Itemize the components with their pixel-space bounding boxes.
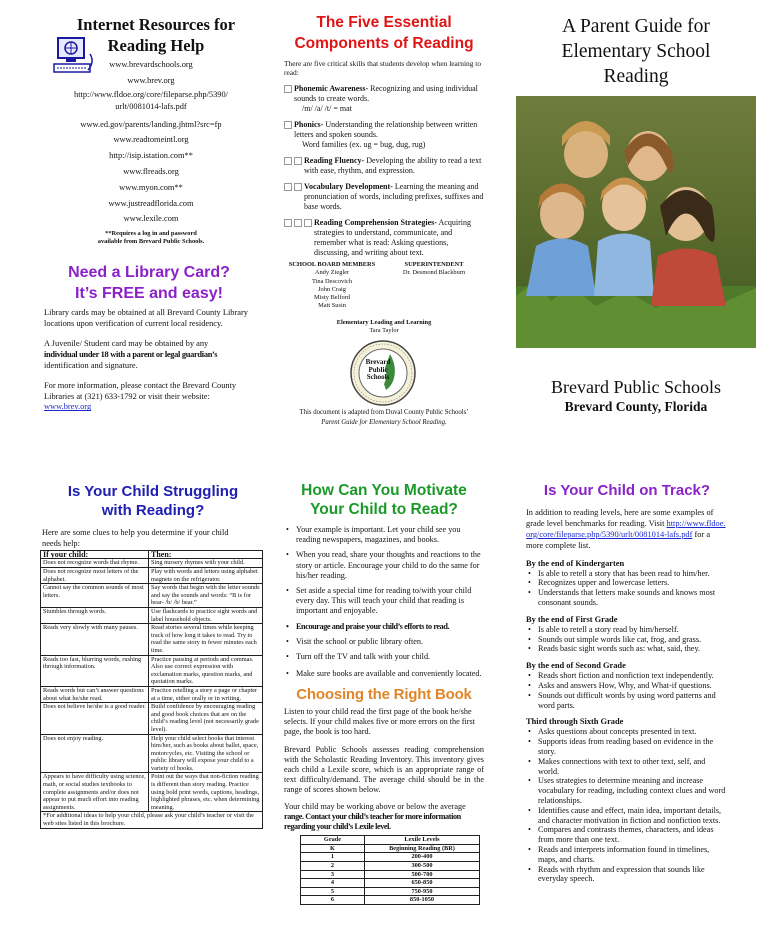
school-seal (350, 340, 416, 406)
lexile-table (300, 835, 480, 905)
checkbox-icon (284, 219, 292, 227)
table-cell: Practice retelling a story a page or chapter at a time, either orally or in writing. (149, 686, 263, 702)
choosing-p2: Brevard Public Schools assesses reading comprehension with the Scholastic Reading Inventory. This inventory gives each child a Lexile score, which is an appropriate range of text difficulty/demand. The average child should be in the range of scores shown below. (284, 744, 484, 794)
list-item: • Recognizes upper and lowercase letters. (526, 578, 728, 588)
benchmark-heading: By the end of First Grade (526, 614, 618, 624)
list-item: • Understands that letters make sounds and knows most consonant sounds. (526, 588, 728, 608)
table-row (41, 608, 263, 624)
table-cell: Appears to have difficulty using science, math, or social studies textbooks to complete assignments and/or does not appear to put much effort into reading assignments. (41, 773, 149, 812)
url-item[interactable]: http://isip.istation.com** (109, 151, 193, 161)
panel-motivate (284, 481, 484, 905)
component-item (284, 182, 484, 212)
table-row (41, 773, 263, 812)
library-p3: For more information, please contact the Brevard County Libraries at (321) 633-1792 or visit their website: www.brev.org (44, 380, 237, 412)
checkbox-icon (284, 183, 292, 191)
library-text (44, 308, 256, 413)
component-item (284, 156, 484, 176)
leading-learning: Elementary Leading and Learning Tara Taylor (336, 318, 432, 334)
url-item[interactable]: www.lexile.com (123, 214, 179, 224)
checkbox-icon (294, 157, 302, 165)
list-item: • Identifies cause and effect, main idea, important details, and character motivation in fiction and nonfiction texts. (526, 806, 728, 826)
table-cell: Point out the ways that non-fiction reading is different than story reading. Practice using bold print words, captions, headings, highlighted phrases, etc. when determining meaning. (149, 773, 263, 812)
table-cell: 650-850 (365, 879, 480, 888)
checkbox-icon (284, 85, 292, 93)
components-intro: There are five critical skills that students develop when learning to read: (284, 59, 482, 78)
checkbox-icon (304, 219, 312, 227)
table-row (41, 734, 263, 773)
struggling-intro: Here are some clues to help you determine if your child needs help: (42, 528, 229, 548)
table-row (41, 568, 263, 584)
list-item: • Reads with rhythm and expression that sounds like everyday speech. (526, 865, 728, 885)
table-cell: Build confidence by encouraging reading and good book choices that are on the child’s reading level (not necessarily grade level). (149, 703, 263, 734)
benchmark-groups (526, 559, 728, 885)
computer-icon (52, 34, 96, 78)
table-cell: 6 (301, 896, 365, 905)
table-footer: *For additional ideas to help your child, please ask your child’s teacher or visit the web sites listed in this brochure. (41, 812, 263, 828)
table-cell: 4 (301, 879, 365, 888)
table-cell: Does not recognize most letters of the alphabet. (41, 568, 149, 584)
benchmark-link[interactable]: http://www.fldoe.org/core/fileparse.php/5390/urlt/0081014-lafs.pdf (526, 518, 726, 539)
component-name: Reading Comprehension Strategies- (314, 217, 437, 227)
list-item: • Sounds out difficult words by using word patterns and word parts. (526, 691, 728, 711)
checkbox-icon (294, 219, 302, 227)
component-text: Learning the meaning and pronunciation of words, including prefixes, suffixes and base words. (304, 181, 484, 211)
component-name: Reading Fluency- (304, 155, 365, 165)
component-text: Recognizing and using individual sounds to create words. (294, 83, 478, 103)
list-item: • Reads basic sight words such as: what, said, they. (526, 644, 728, 654)
table-cell: Say words that begin with the letter sounds and say the sounds and words: “B is for bear- /b/ /b/ bear.” (149, 584, 263, 608)
checkbox-icon (284, 157, 292, 165)
list-item: • Set aside a special time for reading to/with your child every day. This will teach your child that reading is important and enjoyable. (284, 586, 484, 617)
url-item[interactable]: urlt/0081014-lafs.pdf (115, 101, 187, 111)
component-name: Phonemic Awareness- (294, 83, 369, 93)
url-list (40, 57, 262, 227)
adapted-note: This document is adapted from Duval County Public Schools’ Parent Guide for Elementary School Reading. (299, 409, 469, 426)
component-text: Understanding the relationship between written letters and spoken sounds. (294, 119, 478, 139)
table-cell: Reads very slowly with many pauses. (41, 624, 149, 655)
list-item: • Visit the school or public library often. (284, 637, 484, 647)
component-item (284, 84, 484, 114)
table-cell: 2 (301, 862, 365, 871)
table-cell: Practice pausing at periods and commas. Also use correct expression with exclamation marks, question marks, and quotation marks. (149, 655, 263, 686)
url-item[interactable]: http://www.fldoe.org/core/fileparse.php/5390/ (74, 89, 228, 99)
url-item[interactable]: www.readtomeintl.org (113, 135, 189, 145)
list-item: • Turn off the TV and talk with your child. (284, 652, 484, 662)
url-item[interactable]: www.ed.gov/parents/landing.jhtml?src=fp (80, 119, 222, 129)
benchmark-heading: By the end of Second Grade (526, 661, 626, 671)
table-cell: Does not enjoy reading. (41, 734, 149, 773)
table-header: Then: (149, 550, 263, 559)
table-cell: 300-500 (365, 862, 480, 871)
library-section (44, 262, 254, 304)
panel-internet-resources (40, 14, 262, 246)
table-row (41, 703, 263, 734)
table-cell: Reads too fast, blurring words, rushing through information. (41, 655, 149, 686)
table-cell: 3 (301, 870, 365, 879)
table-row (301, 862, 480, 871)
benchmark-heading: Third through Sixth Grade (526, 717, 624, 727)
choosing-p3: Your child may be working above or below the average range. Contact your child’s teacher for more information regarding your child’s Lexile level. (284, 801, 466, 832)
motivate-list (284, 525, 484, 680)
table-cell: K (301, 844, 365, 853)
list-item: • Asks questions about concepts presented in text. (526, 727, 728, 737)
table-cell: 1 (301, 853, 365, 862)
table-cell: 200-400 (365, 853, 480, 862)
table-header: If your child: (41, 550, 149, 559)
table-row (301, 870, 480, 879)
board-section (286, 261, 482, 335)
list-item: • Makes connections with text to other text, self, and world. (526, 757, 728, 777)
components-list (284, 84, 484, 258)
component-text: Developing the ability to read a text with ease, rhythm, and expression. (304, 155, 482, 175)
board-members: SCHOOL BOARD MEMBERS Andy Ziegler Tina Descovich John Craig Misty Belford Matt Susin (288, 261, 376, 310)
component-item (284, 120, 484, 150)
components-title: The Five Essential Components of Reading (294, 14, 474, 52)
list-item: • Encourage and praise your child’s efforts to read. (284, 622, 484, 632)
struggling-title: Is Your Child Struggling with Reading? (67, 483, 239, 519)
table-row (41, 655, 263, 686)
table-row (41, 584, 263, 608)
table-cell: Cannot say the common sounds of most letters. (41, 584, 149, 608)
choosing-title: Choosing the Right Book (296, 686, 472, 704)
list-item: • When you read, share your thoughts and reactions to the story or article. Encourage your child to do the same for his/her reading. (284, 550, 484, 581)
choosing-text (284, 707, 484, 832)
benchmark-heading: By the end of Kindergarten (526, 558, 625, 568)
table-cell: 750-950 (365, 887, 480, 896)
list-item: • Uses strategies to determine meaning and increase vocabulary for reading, including context clues and word relationships. (526, 776, 728, 805)
table-row (301, 896, 480, 905)
motivate-title: How Can You Motivate Your Child to Read? (301, 482, 467, 518)
table-cell: Stumbles through words. (41, 608, 149, 624)
list-item: • Reads and interprets information found in timelines, maps, and charts. (526, 845, 728, 865)
table-cell: 5 (301, 887, 365, 896)
table-row (41, 686, 263, 702)
table-header: Lexile Levels (365, 836, 480, 845)
list-item: • Is able to retell a story read by him/herself. (526, 625, 728, 635)
table-cell: Use flashcards to practice sight words and label household objects. (149, 608, 263, 624)
table-cell: Play with words and letters using alphabet magnets on the refrigerator. (149, 568, 263, 584)
cover-photo (516, 96, 756, 348)
table-cell: Sing nursery rhymes with your child. (149, 559, 263, 568)
table-cell: Read stories several times while keeping track of how long it takes to read. Try to read the same story in fewer minutes each time. (149, 624, 263, 655)
component-name: Phonics- (294, 119, 324, 129)
component-example: /m/ /a/ /t/ = mat (302, 103, 352, 113)
list-item: • Your example is important. Let your child see you reading newspapers, magazines, and books. (284, 525, 484, 545)
library-p2: A Juvenile/ Student card may be obtained by any individual under 18 with a parent or legal guardian’s identification and signature. (44, 338, 218, 370)
url-item[interactable]: www.brevardschools.org (109, 60, 193, 69)
table-row (301, 879, 480, 888)
table-cell: 850-1050 (365, 896, 480, 905)
table-row (41, 559, 263, 568)
list-item: • Make sure books are available and conveniently located. (284, 667, 484, 680)
table-row (301, 853, 480, 862)
component-text: Acquiring strategies to understand, communicate, and remember what is read: Asking questions, discussing, and writing about text. (314, 217, 471, 257)
seal-text: Brevard Public Schools (365, 358, 391, 381)
on-track-title: Is Your Child on Track? (543, 482, 711, 499)
url-item[interactable]: www.myon.com** (119, 182, 183, 192)
component-item (284, 218, 484, 258)
list-item: • Supports ideas from reading based on evidence in the story. (526, 737, 728, 757)
on-track-intro: In addition to reading levels, here are some examples of grade level benchmarks for reading. Visit http://www.fldoe.org/core/fileparse.php/5390/urlt/0081014-lafs.pdf for a more complete list. (526, 508, 726, 550)
table-row (301, 887, 480, 896)
table-header: Grade (301, 836, 365, 845)
panel-on-track (526, 481, 728, 884)
login-footnote: **Requires a log in and password available from Brevard Public Schools. (97, 230, 205, 246)
table-cell: Does not believe he/she is a good reader. (41, 703, 149, 734)
panel-1-title: Internet Resources for Reading Help (76, 15, 236, 55)
table-row (41, 624, 263, 655)
url-item[interactable]: www.brev.org (127, 75, 175, 85)
library-title: Need a Library Card? It’s FREE and easy! (68, 264, 230, 302)
panel-struggling (40, 482, 266, 829)
table-cell: Beginning Reading (BR) (365, 844, 480, 853)
library-link[interactable]: www.brev.org (44, 402, 92, 412)
url-item[interactable]: www.justreadflorida.com (108, 198, 194, 208)
list-item: • Reads short fiction and nonfiction text independently. (526, 671, 728, 681)
choosing-p1: Listen to your child read the first page of the book he/she selects. If your child makes five or more errors on the first page, the book is too hard. (284, 707, 475, 737)
table-cell: 500-700 (365, 870, 480, 879)
panel-five-components (284, 12, 484, 264)
cover-org: Brevard Public Schools Brevard County, Florida (551, 377, 721, 414)
list-item: • Is able to retell a story that has been read to him/her. (526, 569, 728, 579)
list-item: • Asks and answers How, Why, and What-if questions. (526, 681, 728, 691)
cover-title: A Parent Guide for Elementary School Reading (561, 16, 711, 87)
list-item: • Sounds out simple words like cat, frog, and grass. (526, 635, 728, 645)
library-p1: Library cards may be obtained at all Brevard County Library locations upon verification of current local residency. (44, 308, 248, 328)
url-item[interactable]: www.flreads.org (123, 166, 179, 176)
checkbox-icon (284, 121, 292, 129)
list-item: • Compares and contrasts themes, characters, and ideas from more than one text. (526, 825, 728, 845)
superintendent: SUPERINTENDENT Dr. Desmond Blackburn (402, 261, 466, 277)
component-example: Word families (ex. ug = bug, dug, rug) (302, 139, 426, 149)
table-cell: Does not recognize words that rhyme. (41, 559, 149, 568)
table-cell: Help your child select books that interest him/her, such as books about ballet, space, motorcycles, etc. Visiting the school or public library will expose your child to a variety of books. (149, 734, 263, 773)
checkbox-icon (294, 183, 302, 191)
table-cell: Reads words but can’t answer questions about what he/she read. (41, 686, 149, 702)
struggling-table (40, 550, 263, 829)
component-name: Vocabulary Development- (304, 181, 393, 191)
